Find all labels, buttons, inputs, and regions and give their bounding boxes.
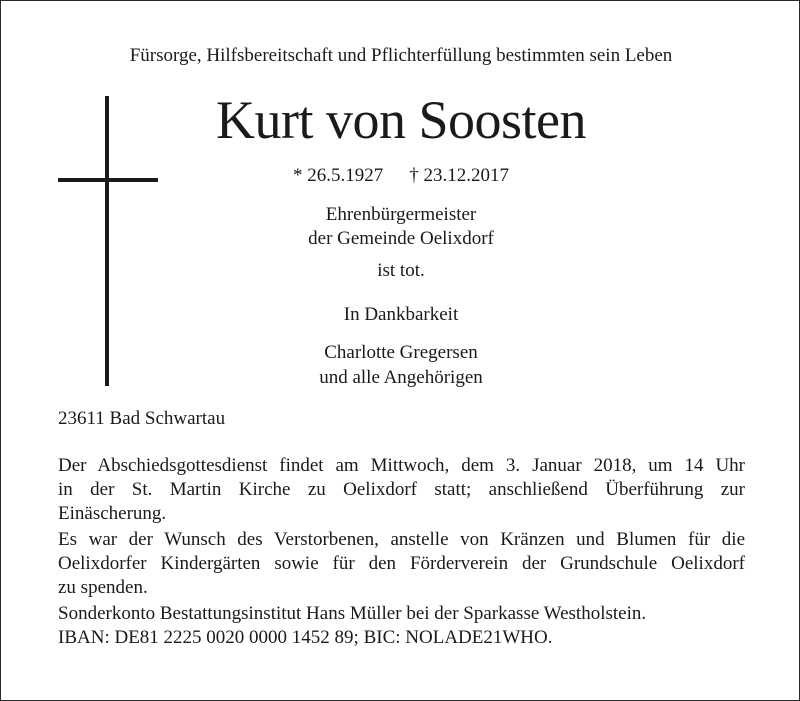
account-line: Sonderkonto Bestattungsinstitut Hans Müller bei der Sparkasse Westholstein. [58, 603, 647, 624]
mourner-name: Charlotte Gregersen [324, 342, 478, 363]
mourner-family: und alle Angehörigen [319, 367, 483, 388]
service-line: Einäscherung. [58, 503, 167, 524]
service-paragraph [58, 454, 745, 526]
wish-line: Es war der Wunsch des Verstorbenen, anstelle von Kränzen und Blumen für die [58, 529, 745, 550]
deceased-name: Kurt von Soosten [216, 90, 586, 150]
life-dates [1, 165, 800, 187]
iban-line: IBAN: DE81 2225 0020 0000 1452 89; BIC: NOLADE21WHO. [58, 627, 553, 648]
honorary-title-municipality: der Gemeinde Oelixdorf [308, 228, 494, 249]
service-line: Der Abschiedsgottesdienst findet am Mittwoch, dem 3. Januar 2018, um 14 Uhr [58, 455, 745, 476]
motto-line: Fürsorge, Hilfsbereitschaft und Pflichterfüllung bestimmten sein Leben [129, 45, 673, 66]
wish-line: Oelixdorfer Kindergärten sowie für den Förderverein der Grundschule Oelixdorf [58, 553, 745, 574]
status-line: ist tot. [377, 260, 425, 281]
bank-account-paragraph [58, 602, 745, 650]
gratitude-line: In Dankbarkeit [343, 304, 459, 325]
wish-line: zu spenden. [58, 577, 148, 598]
location-line: 23611 Bad Schwartau [58, 408, 226, 429]
honorary-title: Ehrenbürgermeister [325, 204, 477, 225]
birth-date: * 26.5.1927 [293, 165, 384, 186]
death-date: † 23.12.2017 [409, 165, 509, 186]
service-line: in der St. Martin Kirche zu Oelixdorf statt; anschließend Überführung zur [58, 479, 745, 500]
donation-wish-paragraph [58, 528, 745, 600]
